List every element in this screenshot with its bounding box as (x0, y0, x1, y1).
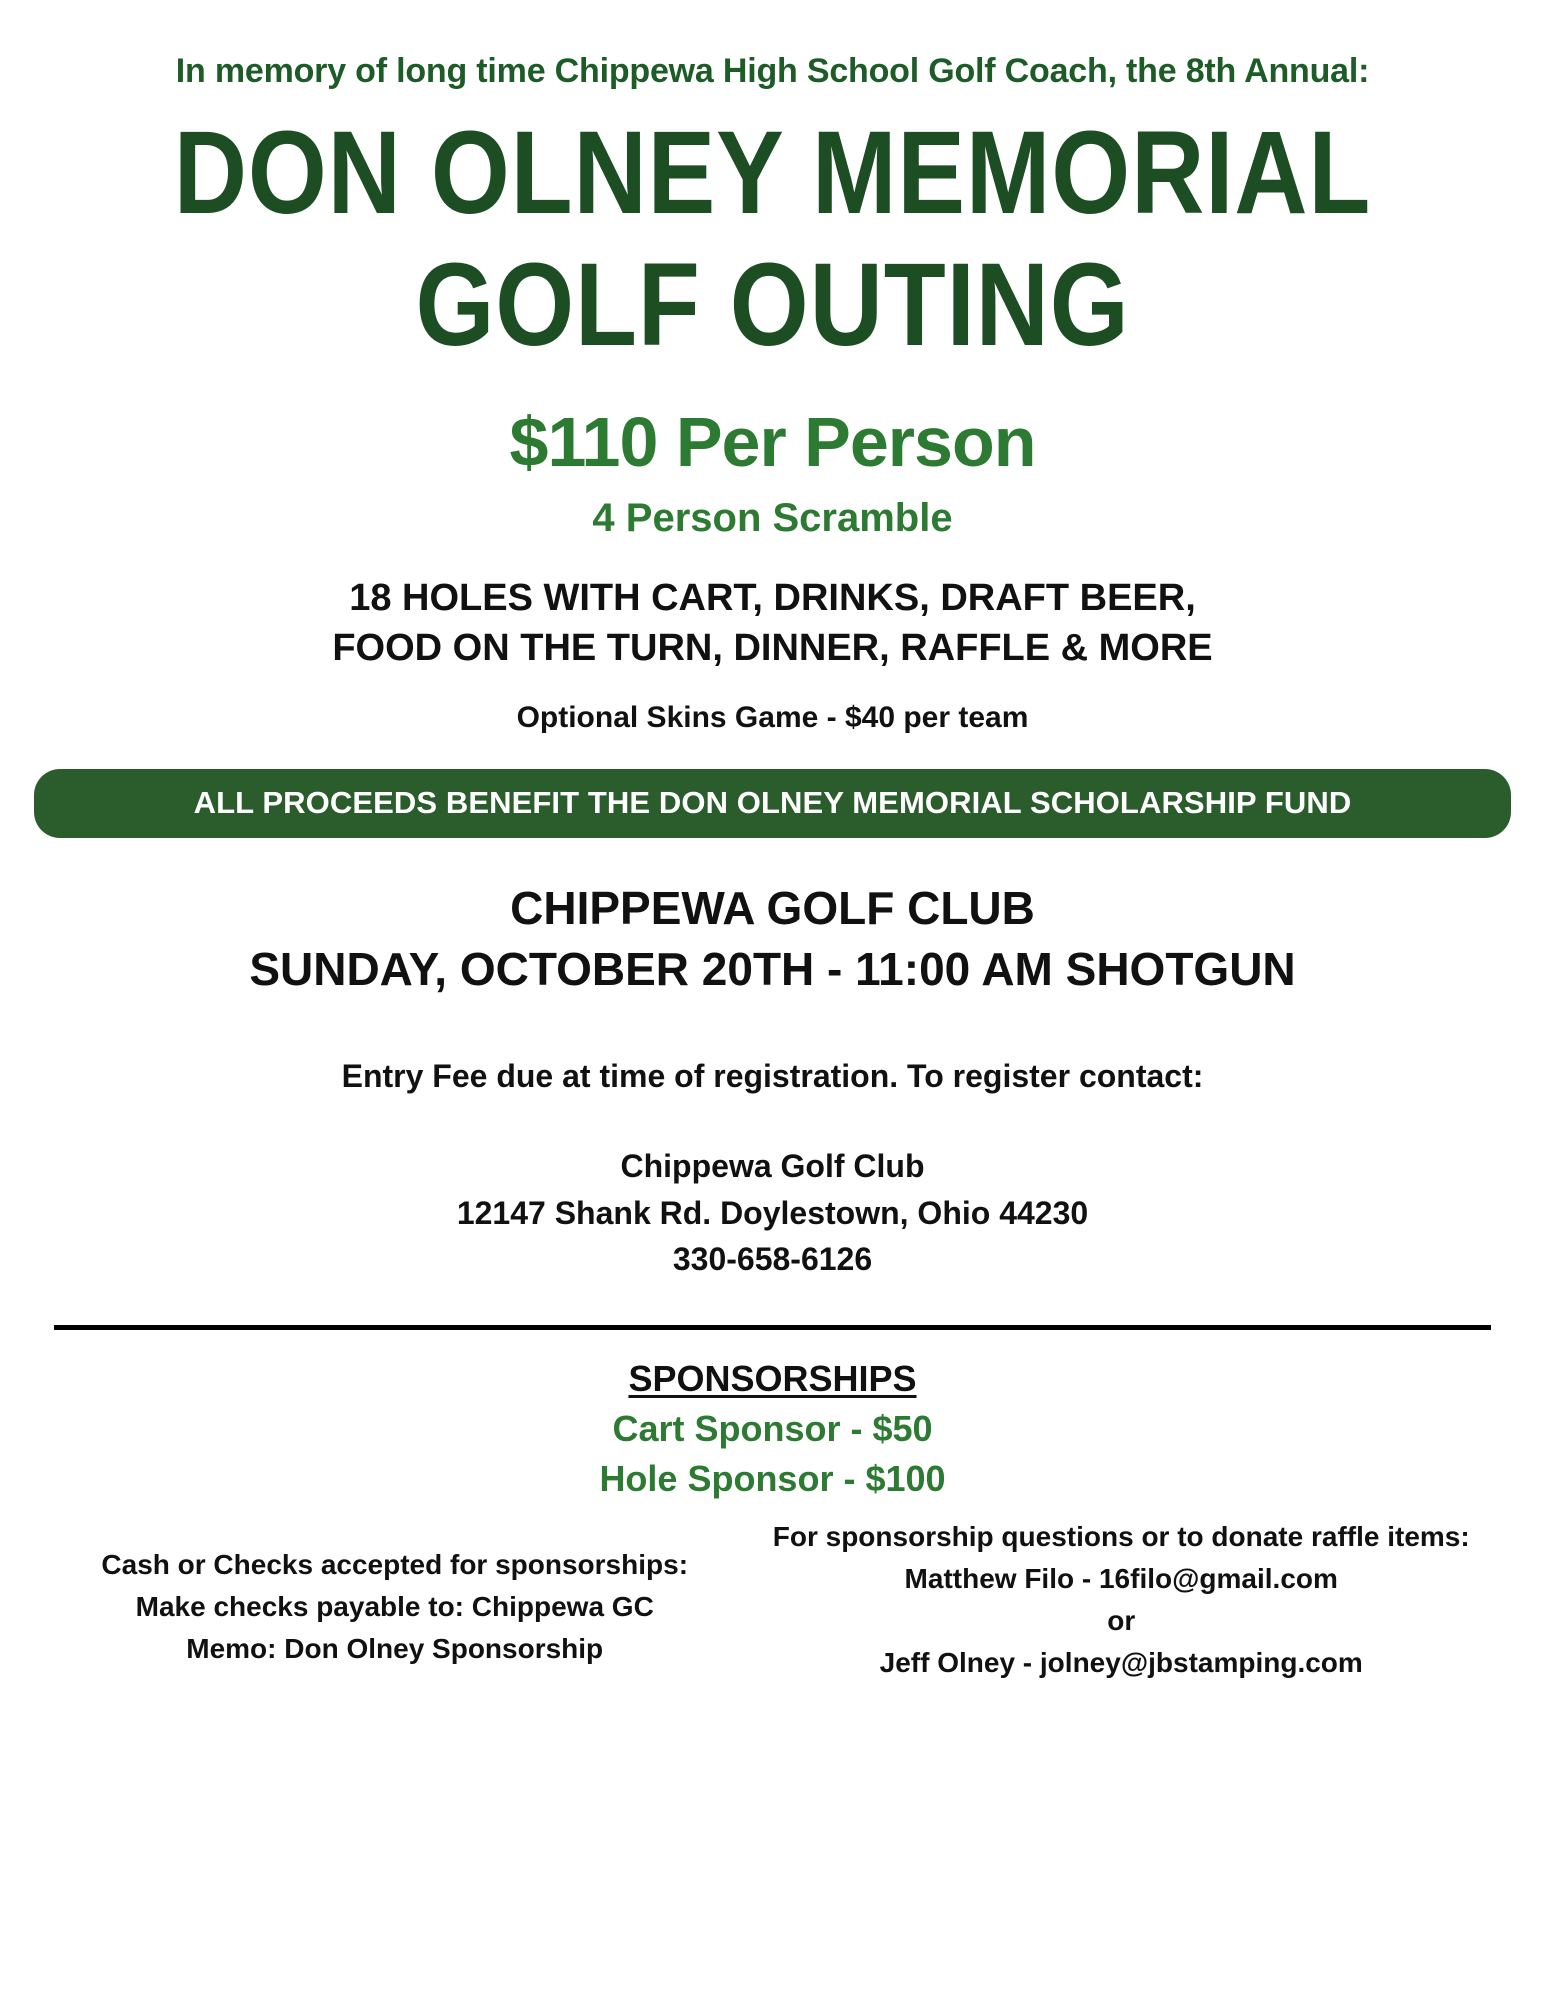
sponsorship-questions-line: For sponsorship questions or to donate raffle items: (772, 1520, 1470, 1552)
payment-line-2: Make checks payable to: Chippewa GC (135, 1590, 654, 1622)
price-per-person: $110 Per Person (509, 402, 1036, 481)
entry-fee-note: Entry Fee due at time of registration. To register contact: (341, 1058, 1204, 1095)
venue-name: CHIPPEWA GOLF CLUB (510, 882, 1035, 935)
sponsorships-heading: SPONSORSHIPS (628, 1357, 917, 1399)
includes-line-2: FOOD ON THE TURN, DINNER, RAFFLE & MORE (332, 626, 1213, 669)
memorial-subtitle: In memory of long time Chippewa High School Golf Coach, the 8th Annual: (175, 52, 1370, 90)
includes-list (34, 573, 1511, 673)
event-title-line-1: DON OLNEY MEMORIAL (173, 107, 1372, 239)
sponsorship-contacts (743, 1516, 1499, 1684)
venue-and-date (34, 878, 1511, 1000)
section-divider (54, 1325, 1491, 1330)
event-date-time: SUNDAY, OCTOBER 20TH - 11:00 AM SHOTGUN (249, 943, 1296, 996)
sponsorship-contact-1: Matthew Filo - 16filo@gmail.com (904, 1562, 1338, 1594)
payment-line-3: Memo: Don Olney Sponsorship (186, 1632, 604, 1664)
payment-instructions (46, 1516, 743, 1670)
contact-name: Chippewa Golf Club (620, 1148, 925, 1185)
sponsorship-details (34, 1516, 1511, 1684)
hole-sponsor-price: Hole Sponsor - $100 (599, 1457, 946, 1499)
payment-line-1: Cash or Checks accepted for sponsorships: (101, 1548, 689, 1580)
contact-block (34, 1143, 1511, 1282)
event-title-line-2: GOLF OUTING (415, 239, 1130, 372)
proceeds-banner: ALL PROCEEDS BENEFIT THE DON OLNEY MEMORIAL SCHOLARSHIP FUND (34, 769, 1511, 838)
skins-game-note: Optional Skins Game - $40 per team (516, 701, 1029, 735)
event-format: 4 Person Scramble (592, 495, 953, 540)
sponsorship-contact-2: Jeff Olney - jolney@jbstamping.com (879, 1646, 1363, 1678)
event-title (34, 107, 1511, 372)
includes-line-1: 18 HOLES WITH CART, DRINKS, DRAFT BEER, (349, 576, 1196, 619)
cart-sponsor-price: Cart Sponsor - $50 (612, 1407, 933, 1449)
contact-address: 12147 Shank Rd. Doylestown, Ohio 44230 (456, 1194, 1089, 1231)
contact-phone: 330-658-6126 (672, 1241, 873, 1278)
sponsorship-contact-separator: or (1107, 1604, 1136, 1636)
